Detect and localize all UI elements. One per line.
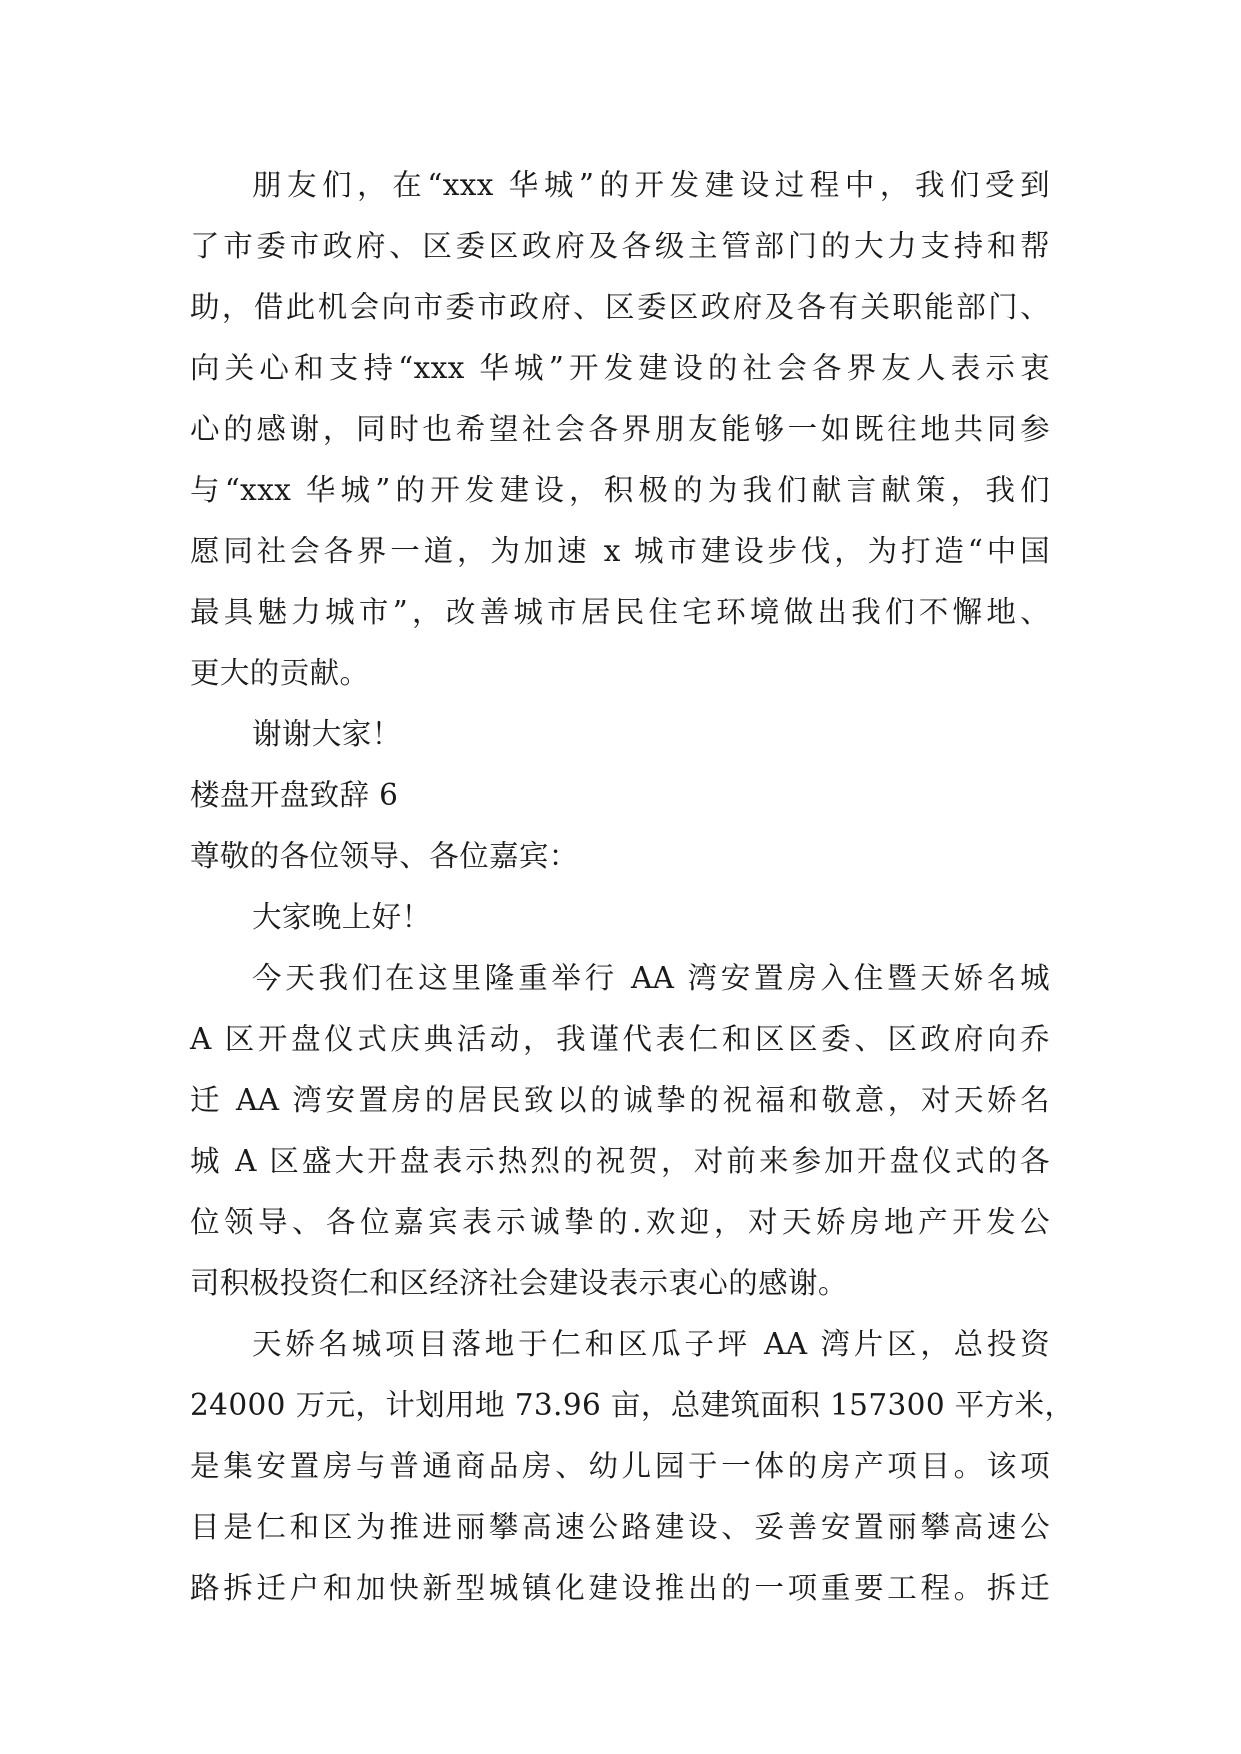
text-line: 今天我们在这里隆重举行 AA 湾安置房入住暨天娇名城 bbox=[252, 961, 1050, 995]
text-line: 24000 万元，计划用地 73.96 亩，总建筑面积 157300 平方米， bbox=[190, 1388, 1075, 1422]
text-line: 迁 AA 湾安置房的居民致以的诚挚的祝福和敬意，对天娇名 bbox=[190, 1083, 1050, 1117]
text-line: 天娇名城项目落地于仁和区瓜子坪 AA 湾片区，总投资 bbox=[252, 1327, 1050, 1361]
text-line: 尊敬的各位领导、各位嘉宾： bbox=[190, 839, 579, 873]
text-line: 与“xxx 华城”的开发建设，积极的为我们献言献策，我们 bbox=[190, 473, 1050, 507]
text-line: 心的感谢，同时也希望社会各界朋友能够一如既往地共同参 bbox=[190, 412, 1050, 446]
text-line: A 区开盘仪式庆典活动，我谨代表仁和区区委、区政府向乔 bbox=[190, 1022, 1050, 1056]
text-line: 最具魅力城市”，改善城市居民住宅环境做出我们不懈地、 bbox=[190, 595, 1050, 629]
text-line: 助，借此机会向市委市政府、区委区政府及各有关职能部门、 bbox=[190, 290, 1050, 324]
text-line: 朋友们，在“xxx 华城”的开发建设过程中，我们受到 bbox=[252, 168, 1050, 202]
text-line: 向关心和支持“xxx 华城”开发建设的社会各界友人表示衷 bbox=[190, 351, 1050, 385]
text-line: 愿同社会各界一道，为加速 x 城市建设步伐，为打造“中国 bbox=[190, 534, 1050, 568]
text-line: 楼盘开盘致辞 6 bbox=[190, 778, 399, 812]
text-line: 目是仁和区为推进丽攀高速公路建设、妥善安置丽攀高速公 bbox=[190, 1510, 1050, 1544]
text-line: 城 A 区盛大开盘表示热烈的祝贺，对前来参加开盘仪式的各 bbox=[190, 1144, 1050, 1178]
text-line: 是集安置房与普通商品房、幼儿园于一体的房产项目。该项 bbox=[190, 1449, 1050, 1483]
text-line: 更大的贡献。 bbox=[190, 656, 370, 690]
text-line: 了市委市政府、区委区政府及各级主管部门的大力支持和帮 bbox=[190, 229, 1050, 263]
text-line: 谢谢大家！ bbox=[252, 717, 402, 751]
text-line: 大家晚上好！ bbox=[252, 900, 432, 934]
text-line: 路拆迁户和加快新型城镇化建设推出的一项重要工程。拆迁 bbox=[190, 1571, 1050, 1605]
text-line: 位领导、各位嘉宾表示诚挚的.欢迎，对天娇房地产开发公 bbox=[190, 1205, 1050, 1239]
text-line: 司积极投资仁和区经济社会建设表示衷心的感谢。 bbox=[190, 1266, 848, 1300]
document-body bbox=[190, 155, 1075, 1619]
